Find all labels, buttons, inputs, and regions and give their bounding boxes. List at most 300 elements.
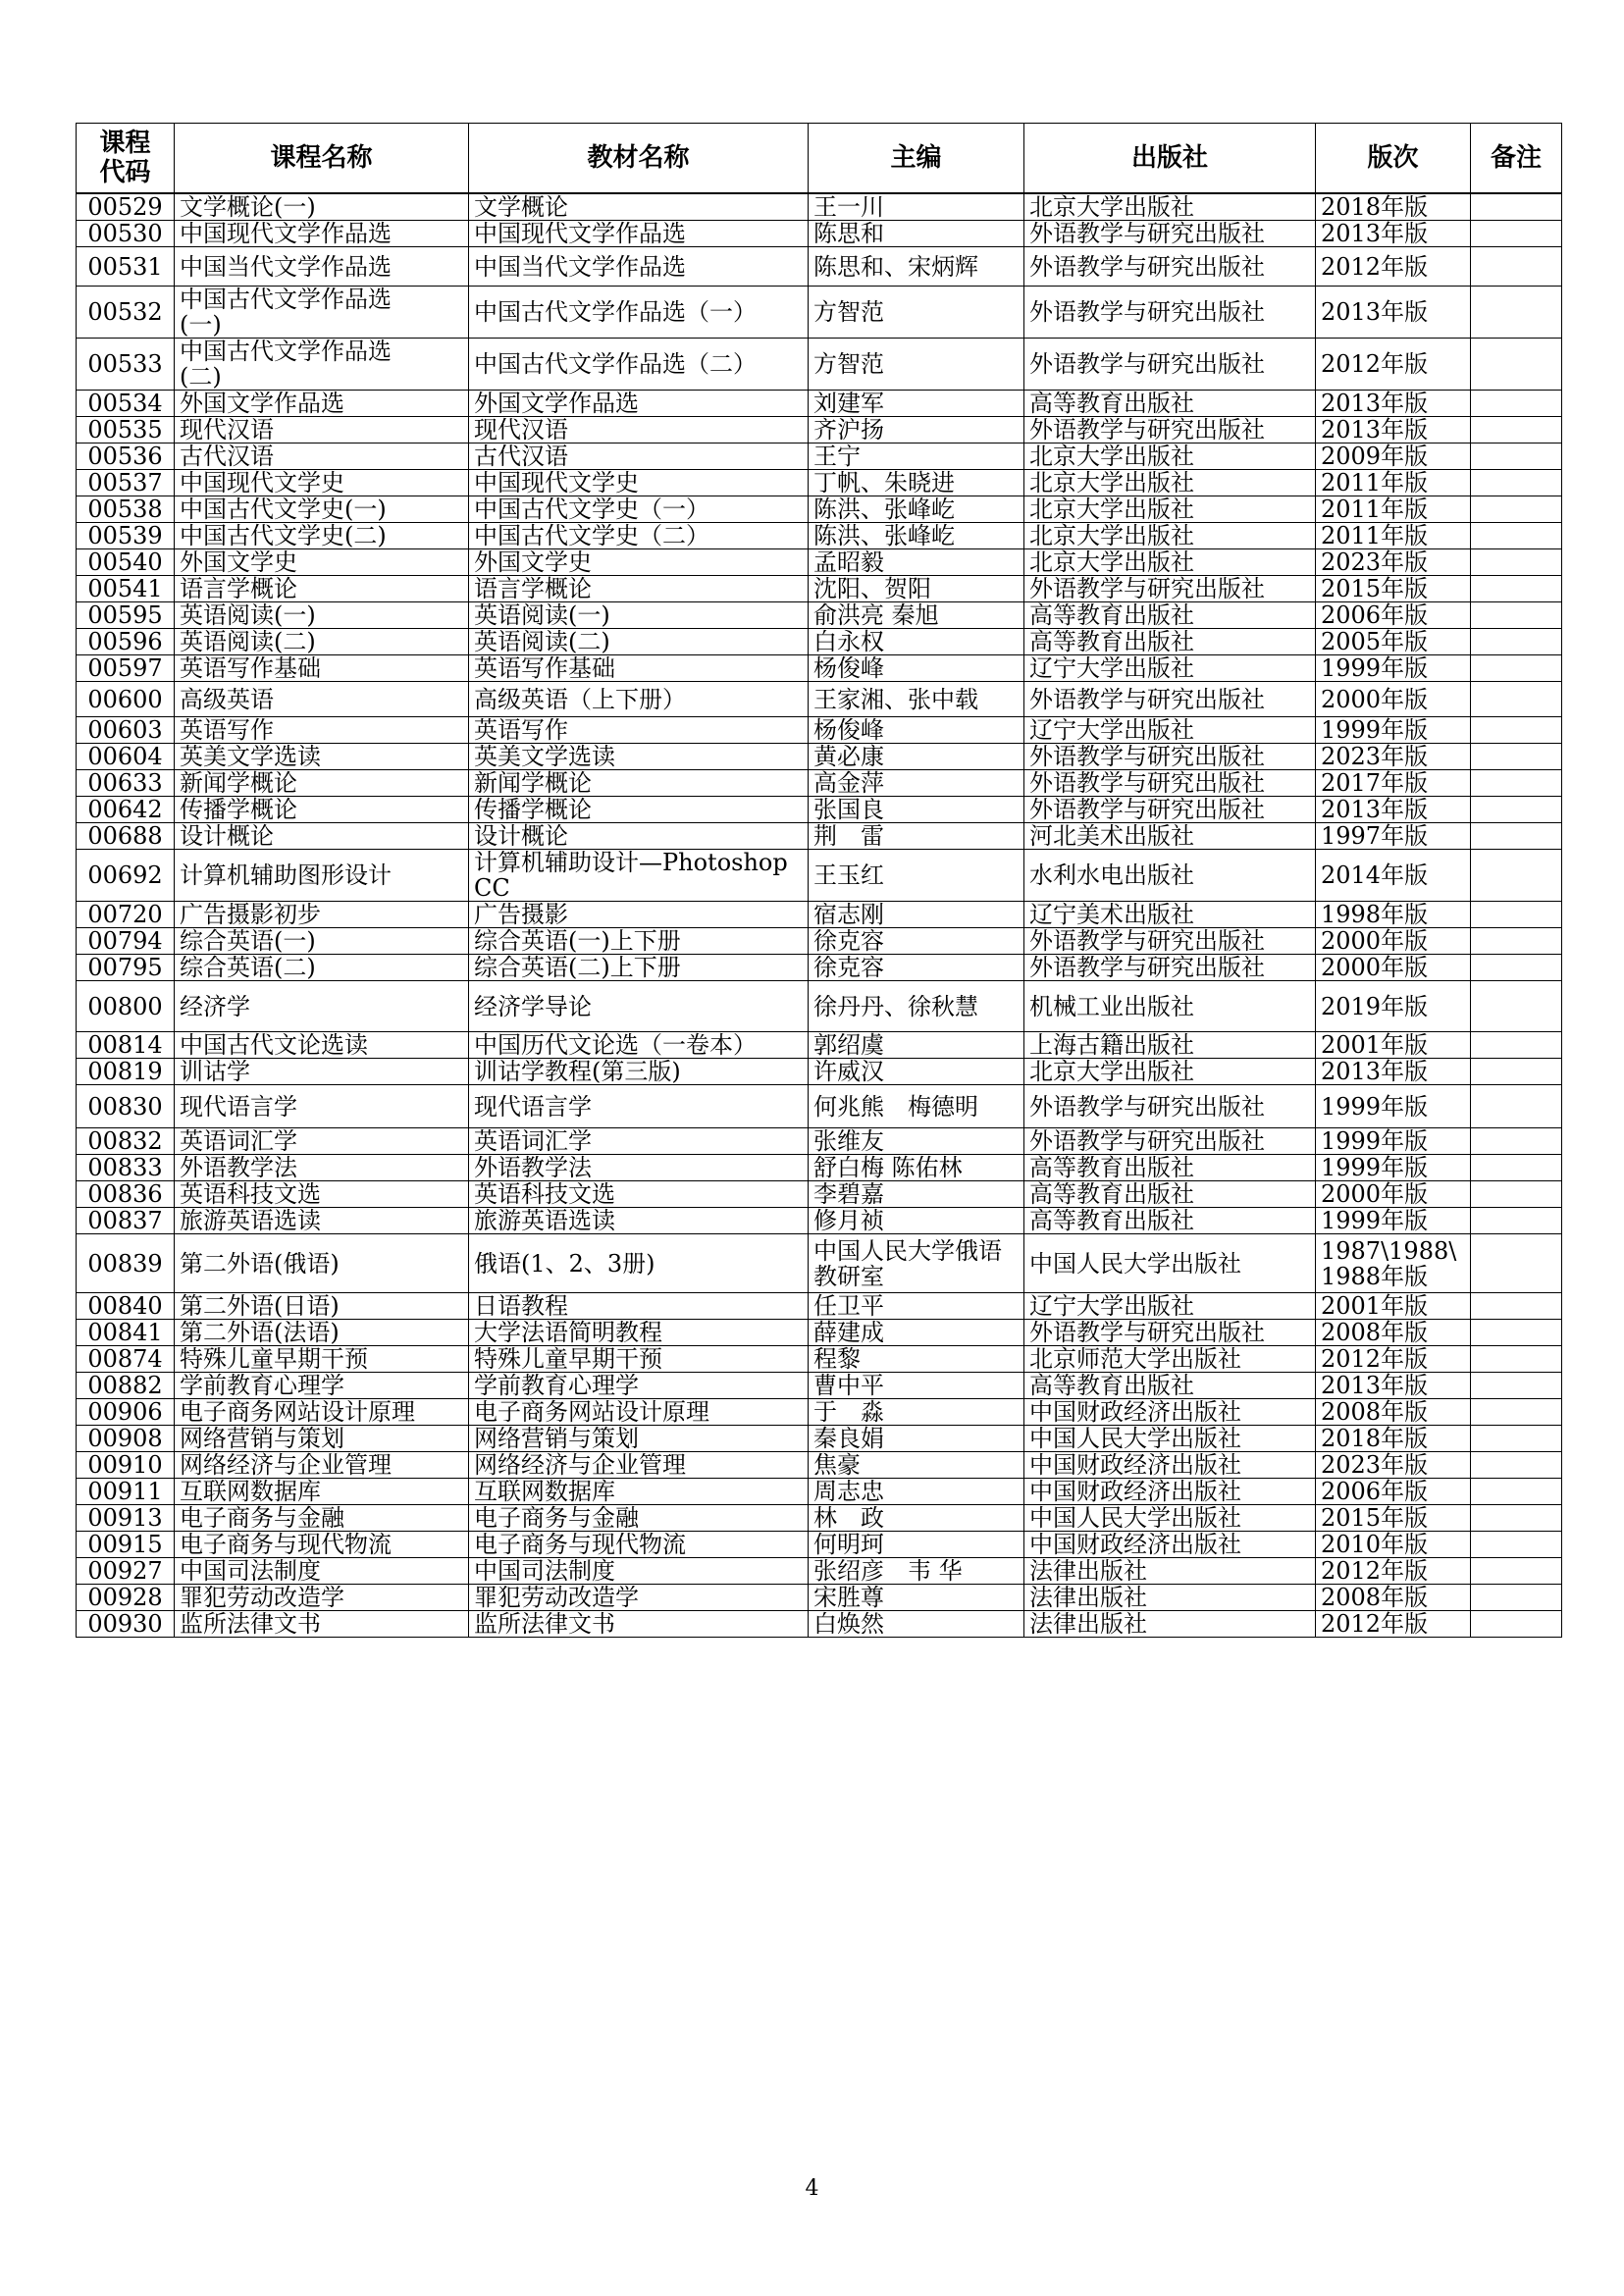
editor-cell: 许威汉 (809, 1059, 1024, 1085)
edition-cell: 2013年版 (1316, 1373, 1471, 1399)
publisher-cell: 法律出版社 (1024, 1585, 1316, 1611)
publisher-cell: 水利水电出版社 (1024, 850, 1316, 902)
course-code-cell: 00833 (77, 1155, 175, 1181)
course-code-cell: 00836 (77, 1181, 175, 1208)
publisher-cell: 中国人民大学出版社 (1024, 1505, 1316, 1532)
course-code-cell: 00795 (77, 955, 175, 981)
course-name-cell: 电子商务与现代物流 (175, 1532, 469, 1558)
table-row (77, 602, 1562, 629)
publisher-cell: 外语教学与研究出版社 (1024, 417, 1316, 444)
editor-cell: 王宁 (809, 444, 1024, 470)
table-row (77, 470, 1562, 496)
course-name-cell: 高级英语 (175, 682, 469, 717)
course-code-cell: 00540 (77, 549, 175, 576)
publisher-cell: 中国人民大学出版社 (1024, 1426, 1316, 1452)
textbook-name-cell: 电子商务与现代物流 (469, 1532, 809, 1558)
notes-cell (1471, 1373, 1562, 1399)
edition-cell: 2018年版 (1316, 1426, 1471, 1452)
publisher-cell: 高等教育出版社 (1024, 602, 1316, 629)
course-name-cell: 英美文学选读 (175, 744, 469, 770)
textbook-name-cell: 传播学概论 (469, 797, 809, 823)
edition-cell: 1999年版 (1316, 717, 1471, 744)
edition-cell: 2019年版 (1316, 981, 1471, 1032)
course-code-cell: 00600 (77, 682, 175, 717)
textbook-name-cell: 网络经济与企业管理 (469, 1452, 809, 1479)
textbook-name-cell: 网络营销与策划 (469, 1426, 809, 1452)
publisher-cell: 外语教学与研究出版社 (1024, 1320, 1316, 1346)
publisher-cell: 高等教育出版社 (1024, 1208, 1316, 1234)
table-row (77, 1452, 1562, 1479)
editor-cell: 王家湘、张中载 (809, 682, 1024, 717)
publisher-cell: 机械工业出版社 (1024, 981, 1316, 1032)
edition-cell: 2023年版 (1316, 549, 1471, 576)
course-code-cell: 00642 (77, 797, 175, 823)
notes-cell (1471, 1059, 1562, 1085)
notes-cell (1471, 1208, 1562, 1234)
table-row (77, 417, 1562, 444)
table-row (77, 1505, 1562, 1532)
table-row (77, 823, 1562, 850)
textbook-name-cell: 互联网数据库 (469, 1479, 809, 1505)
course-name-cell: 电子商务网站设计原理 (175, 1399, 469, 1426)
header-course-code: 课程 代码 (77, 124, 175, 194)
header-publisher: 出版社 (1024, 124, 1316, 194)
header-edition: 版次 (1316, 124, 1471, 194)
edition-cell: 1999年版 (1316, 1155, 1471, 1181)
table-row (77, 1293, 1562, 1320)
course-name-cell: 中国当代文学作品选 (175, 247, 469, 287)
publisher-cell: 高等教育出版社 (1024, 629, 1316, 655)
editor-cell: 方智范 (809, 287, 1024, 339)
textbook-name-cell: 电子商务与金融 (469, 1505, 809, 1532)
table-row (77, 496, 1562, 523)
course-code-cell: 00535 (77, 417, 175, 444)
course-name-cell: 英语阅读(一) (175, 602, 469, 629)
course-name-cell: 中国古代文学作品选 (一) (175, 287, 469, 339)
notes-cell (1471, 655, 1562, 682)
publisher-cell: 外语教学与研究出版社 (1024, 682, 1316, 717)
course-code-cell: 00906 (77, 1399, 175, 1426)
publisher-cell: 辽宁大学出版社 (1024, 1293, 1316, 1320)
course-code-cell: 00814 (77, 1032, 175, 1059)
textbook-name-cell: 大学法语简明教程 (469, 1320, 809, 1346)
table-row (77, 1320, 1562, 1346)
textbook-name-cell: 中国当代文学作品选 (469, 247, 809, 287)
course-code-cell: 00837 (77, 1208, 175, 1234)
edition-cell: 2015年版 (1316, 1505, 1471, 1532)
course-code-cell: 00841 (77, 1320, 175, 1346)
edition-cell: 2001年版 (1316, 1032, 1471, 1059)
course-code-cell: 00529 (77, 193, 175, 221)
editor-cell: 任卫平 (809, 1293, 1024, 1320)
textbook-name-cell: 电子商务网站设计原理 (469, 1399, 809, 1426)
editor-cell: 李碧嘉 (809, 1181, 1024, 1208)
edition-cell: 2008年版 (1316, 1585, 1471, 1611)
table-row (77, 902, 1562, 928)
editor-cell: 周志忠 (809, 1479, 1024, 1505)
notes-cell (1471, 1399, 1562, 1426)
course-name-cell: 中国古代文学作品选 (二) (175, 339, 469, 391)
edition-cell: 2012年版 (1316, 339, 1471, 391)
course-name-cell: 中国司法制度 (175, 1558, 469, 1585)
editor-cell: 王一川 (809, 193, 1024, 221)
publisher-cell: 外语教学与研究出版社 (1024, 339, 1316, 391)
table-row (77, 549, 1562, 576)
edition-cell: 2013年版 (1316, 221, 1471, 247)
table-row (77, 1585, 1562, 1611)
editor-cell: 张绍彦 韦 华 (809, 1558, 1024, 1585)
editor-cell: 徐克容 (809, 928, 1024, 955)
editor-cell: 焦豪 (809, 1452, 1024, 1479)
notes-cell (1471, 823, 1562, 850)
textbook-name-cell: 外语教学法 (469, 1155, 809, 1181)
edition-cell: 2000年版 (1316, 1181, 1471, 1208)
publisher-cell: 辽宁大学出版社 (1024, 717, 1316, 744)
editor-cell: 王玉红 (809, 850, 1024, 902)
textbook-name-cell: 计算机辅助设计—Photoshop CC (469, 850, 809, 902)
textbook-name-cell: 特殊儿童早期干预 (469, 1346, 809, 1373)
editor-cell: 舒白梅 陈佑林 (809, 1155, 1024, 1181)
course-name-cell: 英语阅读(二) (175, 629, 469, 655)
edition-cell: 2012年版 (1316, 1346, 1471, 1373)
edition-cell: 2023年版 (1316, 1452, 1471, 1479)
textbook-name-cell: 文学概论 (469, 193, 809, 221)
publisher-cell: 北京大学出版社 (1024, 496, 1316, 523)
course-code-cell: 00692 (77, 850, 175, 902)
notes-cell (1471, 850, 1562, 902)
course-name-cell: 互联网数据库 (175, 1479, 469, 1505)
publisher-cell: 北京师范大学出版社 (1024, 1346, 1316, 1373)
edition-cell: 2013年版 (1316, 797, 1471, 823)
edition-cell: 2012年版 (1316, 1611, 1471, 1638)
textbook-name-cell: 设计概论 (469, 823, 809, 850)
table-row (77, 981, 1562, 1032)
table-row (77, 850, 1562, 902)
notes-cell (1471, 1293, 1562, 1320)
table-body (77, 193, 1562, 1638)
course-name-cell: 英语写作基础 (175, 655, 469, 682)
course-code-cell: 00688 (77, 823, 175, 850)
table-row (77, 1059, 1562, 1085)
publisher-cell: 中国财政经济出版社 (1024, 1452, 1316, 1479)
publisher-cell: 外语教学与研究出版社 (1024, 247, 1316, 287)
course-code-cell: 00915 (77, 1532, 175, 1558)
editor-cell: 曹中平 (809, 1373, 1024, 1399)
publisher-cell: 外语教学与研究出版社 (1024, 221, 1316, 247)
notes-cell (1471, 496, 1562, 523)
notes-cell (1471, 955, 1562, 981)
table-row (77, 1181, 1562, 1208)
course-name-cell: 现代汉语 (175, 417, 469, 444)
notes-cell (1471, 287, 1562, 339)
edition-cell: 2014年版 (1316, 850, 1471, 902)
editor-cell: 何兆熊 梅德明 (809, 1085, 1024, 1128)
notes-cell (1471, 602, 1562, 629)
edition-cell: 2009年版 (1316, 444, 1471, 470)
editor-cell: 修月祯 (809, 1208, 1024, 1234)
notes-cell (1471, 1181, 1562, 1208)
table-row (77, 1032, 1562, 1059)
course-code-cell: 00874 (77, 1346, 175, 1373)
publisher-cell: 辽宁美术出版社 (1024, 902, 1316, 928)
table-row (77, 287, 1562, 339)
editor-cell: 宿志刚 (809, 902, 1024, 928)
edition-cell: 2000年版 (1316, 928, 1471, 955)
textbook-name-cell: 综合英语(二)上下册 (469, 955, 809, 981)
notes-cell (1471, 339, 1562, 391)
textbook-name-cell: 古代汉语 (469, 444, 809, 470)
course-name-cell: 中国现代文学作品选 (175, 221, 469, 247)
table-row (77, 221, 1562, 247)
course-code-cell: 00596 (77, 629, 175, 655)
editor-cell: 白永权 (809, 629, 1024, 655)
course-name-cell: 训诂学 (175, 1059, 469, 1085)
notes-cell (1471, 1585, 1562, 1611)
header-notes: 备注 (1471, 124, 1562, 194)
table-row (77, 1426, 1562, 1452)
course-name-cell: 中国古代文论选读 (175, 1032, 469, 1059)
textbook-name-cell: 日语教程 (469, 1293, 809, 1320)
table-row (77, 1234, 1562, 1293)
course-code-cell: 00794 (77, 928, 175, 955)
edition-cell: 2010年版 (1316, 1532, 1471, 1558)
table-row (77, 1479, 1562, 1505)
publisher-cell: 北京大学出版社 (1024, 1059, 1316, 1085)
table-row (77, 1558, 1562, 1585)
header-course-name: 课程名称 (175, 124, 469, 194)
course-code-cell: 00633 (77, 770, 175, 797)
edition-cell: 2000年版 (1316, 955, 1471, 981)
editor-cell: 程黎 (809, 1346, 1024, 1373)
editor-cell: 陈思和 (809, 221, 1024, 247)
edition-cell: 2018年版 (1316, 193, 1471, 221)
edition-cell: 2008年版 (1316, 1320, 1471, 1346)
notes-cell (1471, 1558, 1562, 1585)
course-name-cell: 外语教学法 (175, 1155, 469, 1181)
course-name-cell: 罪犯劳动改造学 (175, 1585, 469, 1611)
edition-cell: 1999年版 (1316, 655, 1471, 682)
header-editor: 主编 (809, 124, 1024, 194)
publisher-cell: 法律出版社 (1024, 1558, 1316, 1585)
course-name-cell: 旅游英语选读 (175, 1208, 469, 1234)
notes-cell (1471, 902, 1562, 928)
publisher-cell: 北京大学出版社 (1024, 193, 1316, 221)
editor-cell: 秦良娟 (809, 1426, 1024, 1452)
edition-cell: 2023年版 (1316, 744, 1471, 770)
course-code-cell: 00604 (77, 744, 175, 770)
editor-cell: 孟昭毅 (809, 549, 1024, 576)
notes-cell (1471, 1532, 1562, 1558)
textbook-name-cell: 英语阅读(二) (469, 629, 809, 655)
textbook-name-cell: 经济学导论 (469, 981, 809, 1032)
textbook-name-cell: 中国古代文学作品选（二） (469, 339, 809, 391)
textbook-name-cell: 中国古代文学作品选（一） (469, 287, 809, 339)
course-code-cell: 00720 (77, 902, 175, 928)
course-name-cell: 监所法律文书 (175, 1611, 469, 1638)
edition-cell: 2005年版 (1316, 629, 1471, 655)
publisher-cell: 中国财政经济出版社 (1024, 1399, 1316, 1426)
edition-cell: 2013年版 (1316, 287, 1471, 339)
course-code-cell: 00908 (77, 1426, 175, 1452)
table-row (77, 247, 1562, 287)
editor-cell: 张国良 (809, 797, 1024, 823)
edition-cell: 1997年版 (1316, 823, 1471, 850)
edition-cell: 2013年版 (1316, 1059, 1471, 1085)
course-name-cell: 广告摄影初步 (175, 902, 469, 928)
course-code-cell: 00840 (77, 1293, 175, 1320)
course-name-cell: 网络经济与企业管理 (175, 1452, 469, 1479)
course-name-cell: 现代语言学 (175, 1085, 469, 1128)
notes-cell (1471, 1032, 1562, 1059)
notes-cell (1471, 1479, 1562, 1505)
course-code-cell: 00928 (77, 1585, 175, 1611)
publisher-cell: 上海古籍出版社 (1024, 1032, 1316, 1059)
publisher-cell: 中国财政经济出版社 (1024, 1479, 1316, 1505)
notes-cell (1471, 247, 1562, 287)
notes-cell (1471, 797, 1562, 823)
editor-cell: 陈思和、宋炳辉 (809, 247, 1024, 287)
course-name-cell: 新闻学概论 (175, 770, 469, 797)
publisher-cell: 外语教学与研究出版社 (1024, 1085, 1316, 1128)
textbook-name-cell: 罪犯劳动改造学 (469, 1585, 809, 1611)
textbook-name-cell: 英语科技文选 (469, 1181, 809, 1208)
notes-cell (1471, 981, 1562, 1032)
publisher-cell: 外语教学与研究出版社 (1024, 770, 1316, 797)
course-name-cell: 中国古代文学史(一) (175, 496, 469, 523)
textbook-name-cell: 新闻学概论 (469, 770, 809, 797)
textbook-name-cell: 中国司法制度 (469, 1558, 809, 1585)
textbook-name-cell: 英语写作基础 (469, 655, 809, 682)
publisher-cell: 高等教育出版社 (1024, 1373, 1316, 1399)
course-name-cell: 综合英语(一) (175, 928, 469, 955)
course-code-cell: 00910 (77, 1452, 175, 1479)
editor-cell: 薛建成 (809, 1320, 1024, 1346)
publisher-cell: 辽宁大学出版社 (1024, 655, 1316, 682)
notes-cell (1471, 1234, 1562, 1293)
table-row (77, 1373, 1562, 1399)
edition-cell: 1999年版 (1316, 1085, 1471, 1128)
table-row (77, 193, 1562, 221)
publisher-cell: 中国人民大学出版社 (1024, 1234, 1316, 1293)
editor-cell: 刘建军 (809, 391, 1024, 417)
course-name-cell: 网络营销与策划 (175, 1426, 469, 1452)
editor-cell: 何明珂 (809, 1532, 1024, 1558)
course-code-cell: 00536 (77, 444, 175, 470)
course-code-cell: 00927 (77, 1558, 175, 1585)
textbook-name-cell: 俄语(1、2、3册) (469, 1234, 809, 1293)
notes-cell (1471, 444, 1562, 470)
edition-cell: 2013年版 (1316, 391, 1471, 417)
course-name-cell: 外国文学史 (175, 549, 469, 576)
textbook-name-cell: 中国现代文学作品选 (469, 221, 809, 247)
course-name-cell: 外国文学作品选 (175, 391, 469, 417)
course-name-cell: 语言学概论 (175, 576, 469, 602)
course-name-cell: 英语词汇学 (175, 1128, 469, 1155)
course-code-cell: 00830 (77, 1085, 175, 1128)
notes-cell (1471, 549, 1562, 576)
course-code-cell: 00530 (77, 221, 175, 247)
notes-cell (1471, 1155, 1562, 1181)
textbook-name-cell: 综合英语(一)上下册 (469, 928, 809, 955)
table-header-row (77, 124, 1562, 194)
course-name-cell: 经济学 (175, 981, 469, 1032)
textbook-name-cell: 外国文学作品选 (469, 391, 809, 417)
publisher-cell: 高等教育出版社 (1024, 391, 1316, 417)
publisher-cell: 中国财政经济出版社 (1024, 1532, 1316, 1558)
edition-cell: 2008年版 (1316, 1399, 1471, 1426)
textbook-name-cell: 英语写作 (469, 717, 809, 744)
table-row (77, 339, 1562, 391)
course-name-cell: 第二外语(法语) (175, 1320, 469, 1346)
table-row (77, 1208, 1562, 1234)
editor-cell: 中国人民大学俄语教研室 (809, 1234, 1024, 1293)
editor-cell: 宋胜尊 (809, 1585, 1024, 1611)
table-row (77, 682, 1562, 717)
course-name-cell: 特殊儿童早期干预 (175, 1346, 469, 1373)
course-name-cell: 古代汉语 (175, 444, 469, 470)
course-code-cell: 00595 (77, 602, 175, 629)
table-row (77, 717, 1562, 744)
publisher-cell: 北京大学出版社 (1024, 470, 1316, 496)
publisher-cell: 北京大学出版社 (1024, 444, 1316, 470)
table-row (77, 928, 1562, 955)
textbook-name-cell: 英美文学选读 (469, 744, 809, 770)
editor-cell: 黄必康 (809, 744, 1024, 770)
edition-cell: 2011年版 (1316, 523, 1471, 549)
course-name-cell: 传播学概论 (175, 797, 469, 823)
publisher-cell: 北京大学出版社 (1024, 523, 1316, 549)
publisher-cell: 高等教育出版社 (1024, 1155, 1316, 1181)
editor-cell: 高金萍 (809, 770, 1024, 797)
textbook-name-cell: 中国历代文论选（一卷本） (469, 1032, 809, 1059)
table-row (77, 391, 1562, 417)
course-code-cell: 00532 (77, 287, 175, 339)
textbook-name-cell: 外国文学史 (469, 549, 809, 576)
notes-cell (1471, 193, 1562, 221)
notes-cell (1471, 391, 1562, 417)
table-row (77, 1128, 1562, 1155)
course-code-cell: 00541 (77, 576, 175, 602)
page-number: 4 (805, 2176, 819, 2201)
course-name-cell: 中国古代文学史(二) (175, 523, 469, 549)
textbook-name-cell: 训诂学教程(第三版) (469, 1059, 809, 1085)
notes-cell (1471, 1085, 1562, 1128)
publisher-cell: 外语教学与研究出版社 (1024, 1128, 1316, 1155)
editor-cell: 俞洪亮 秦旭 (809, 602, 1024, 629)
edition-cell: 2000年版 (1316, 682, 1471, 717)
edition-cell: 2017年版 (1316, 770, 1471, 797)
table-row (77, 744, 1562, 770)
edition-cell: 1987\1988\ 1988年版 (1316, 1234, 1471, 1293)
editor-cell: 林 政 (809, 1505, 1024, 1532)
editor-cell: 徐克容 (809, 955, 1024, 981)
course-code-cell: 00603 (77, 717, 175, 744)
notes-cell (1471, 417, 1562, 444)
notes-cell (1471, 717, 1562, 744)
notes-cell (1471, 682, 1562, 717)
table-row (77, 655, 1562, 682)
course-code-cell: 00882 (77, 1373, 175, 1399)
editor-cell: 杨俊峰 (809, 717, 1024, 744)
course-code-cell: 00534 (77, 391, 175, 417)
course-name-cell: 英语科技文选 (175, 1181, 469, 1208)
edition-cell: 2001年版 (1316, 1293, 1471, 1320)
textbook-name-cell: 中国现代文学史 (469, 470, 809, 496)
textbook-name-cell: 高级英语（上下册） (469, 682, 809, 717)
table-row (77, 576, 1562, 602)
table-row (77, 797, 1562, 823)
publisher-cell: 外语教学与研究出版社 (1024, 576, 1316, 602)
